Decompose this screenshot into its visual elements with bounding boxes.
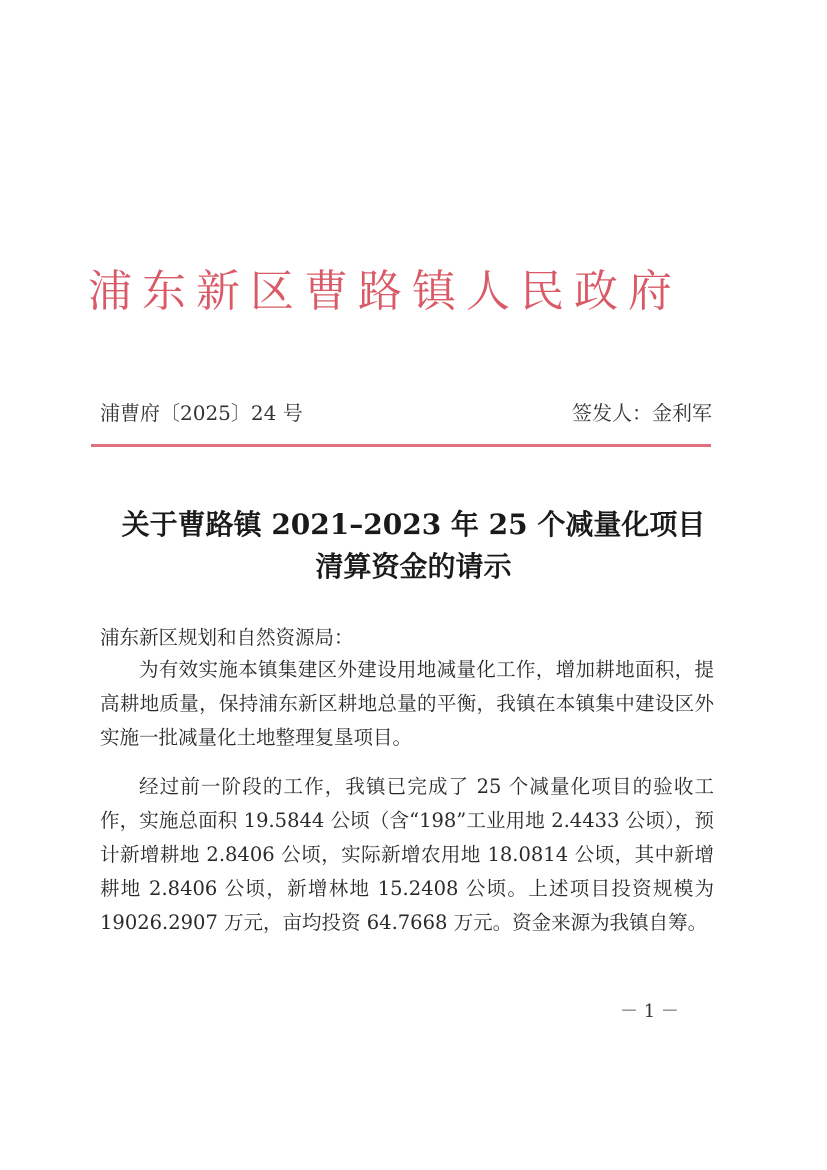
title-line-1: 关于曹路镇 2021–2023 年 25 个减量化项目 bbox=[121, 508, 706, 541]
page-number: － 1 － bbox=[620, 1001, 679, 1022]
document-title bbox=[60, 504, 767, 588]
document-meta-row bbox=[100, 398, 712, 428]
title-line-2: 清算资金的请示 bbox=[315, 550, 512, 583]
addressee: 浦东新区规划和自然资源局： bbox=[100, 626, 354, 649]
body-paragraph-2: 经过前一阶段的工作，我镇已完成了 25 个减量化项目的验收工作，实施总面积 19.5844 公顷（含“198”工业用地 2.4433 公顷），预计新增耕地 2.8406 公顷，实际新增农用地 18.0814 公顷，其中新增耕地 2.8406 公顷，新增林地 15.2408 公顷。上述项目投资规模为 19026.2907 万元，亩均投资 64.7668 万元。资金来源为我镇自筹。 bbox=[100, 775, 714, 934]
issuer-name: 浦东新区曹路镇人民政府 bbox=[88, 266, 682, 317]
signer: 签发人：金利军 bbox=[572, 401, 712, 425]
body-paragraph-1: 为有效实施本镇集建区外建设用地减量化工作，增加耕地面积，提高耕地质量，保持浦东新区耕地总量的平衡，我镇在本镇集中建设区外实施一批减量化土地整理复垦项目。 bbox=[100, 658, 714, 749]
document-number: 浦曹府〔2025〕24 号 bbox=[100, 401, 303, 425]
red-divider-line bbox=[91, 444, 711, 447]
